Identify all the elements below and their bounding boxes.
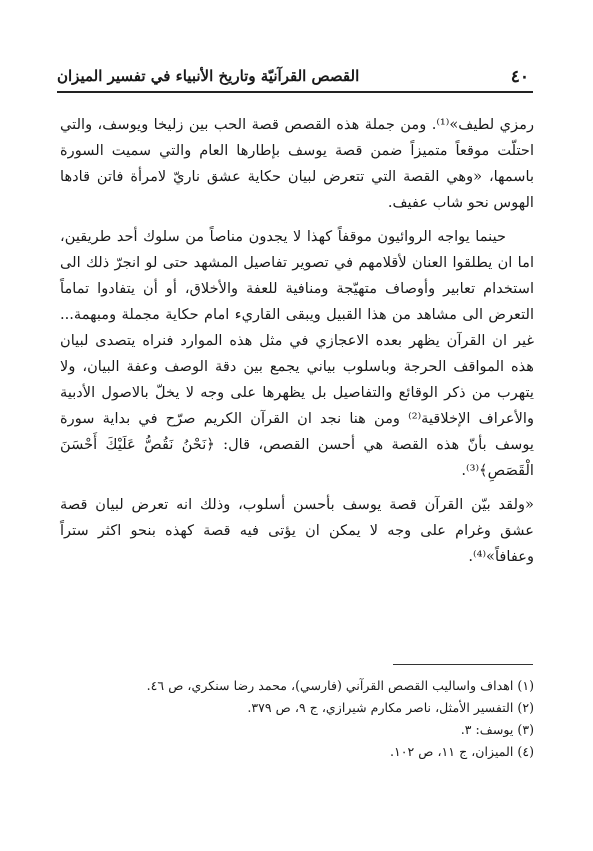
paragraph-2: حينما يواجه الروائيون موقفاً كهذا لا يجدون مناصاً من سلوك أحد طريقين، اما ان يطلقوا العنان لأقلامهم في تصوير تفاصيل المشهد حتى لو انجرّ ذلك الى استخدام تعابير وأوصاف متهيّجة ومنافية للعفة والأخلاق، أو أن يتفادوا تماماً التعرض الى مشاهد من هذا القبيل ويبقى القاريء امام حكاية مجملة ومبهمة... غير ان القرآن يظهر بعده الاعجازي في مثل هذه الموارد فنراه يتصدى لبيان هذه المواقف الحرجة وباسلوب بياني يجمع بين دقة الوصف وعفة البيان، ولا يتهرب من ذكر الوقائع والتفاصيل بل يظهرها على وجه لا يخلّ بالاصول الأدبية والأعراف الإخلاقية⁽²⁾ ومن هنا نجد ان القرآن الكريم صرّح في بداية سورة يوسف بأنّ هذه القصة هي أحسن القصص، قال: ﴿نَحْنُ نَقُصُّ عَلَيْكَ أَحْسَنَ الْقَصَصِ﴾⁽³⁾. (60, 228, 534, 479)
footnotes (60, 675, 534, 763)
footnote-3: (٣) يوسف: ٣. (460, 722, 534, 737)
footnote-1: (١) اهداف واساليب القصص القرآني (فارسي)، محمد رضا سنكري، ص ٤٦. (146, 678, 534, 693)
page-number: ٤٠ (510, 67, 529, 87)
footnote-4: (٤) الميزان، ج ١١، ص ١٠٢. (389, 744, 534, 759)
header-divider (57, 91, 533, 93)
paragraph-1: رمزي لطيف»⁽¹⁾. ومن جملة هذه القصص قصة الحب بين زليخا ويوسف، والتي احتلّت موقعاً متميزاً ضمن قصة يوسف بإطارها العام والتي سميت السورة باسمها، «وهي القصة التي تتعرض لبيان حكاية عشق ناريّ لامرأة فاتن قادها الهوس نحو شاب عفيف. (60, 116, 534, 211)
footnote-divider (393, 664, 533, 665)
footnote-2: (٢) التفسير الأمثل، ناصر مكارم شيرازي، ج ٩، ص ٣٧٩. (247, 700, 534, 715)
paragraph-3: «ولقد بيّن القرآن قصة يوسف بأحسن أسلوب، وذلك انه تعرض لبيان قصة عشق وغرام على وجه لا يمكن ان يؤتى فيه قصة كهذه بنحو اكثر ستراً وعفافاً»⁽⁴⁾. (60, 496, 534, 565)
page-header (57, 66, 533, 88)
body-text (60, 112, 534, 576)
running-title: القصص القرآنيّة وتاريخ الأنبياء في تفسير الميزان (57, 67, 360, 85)
